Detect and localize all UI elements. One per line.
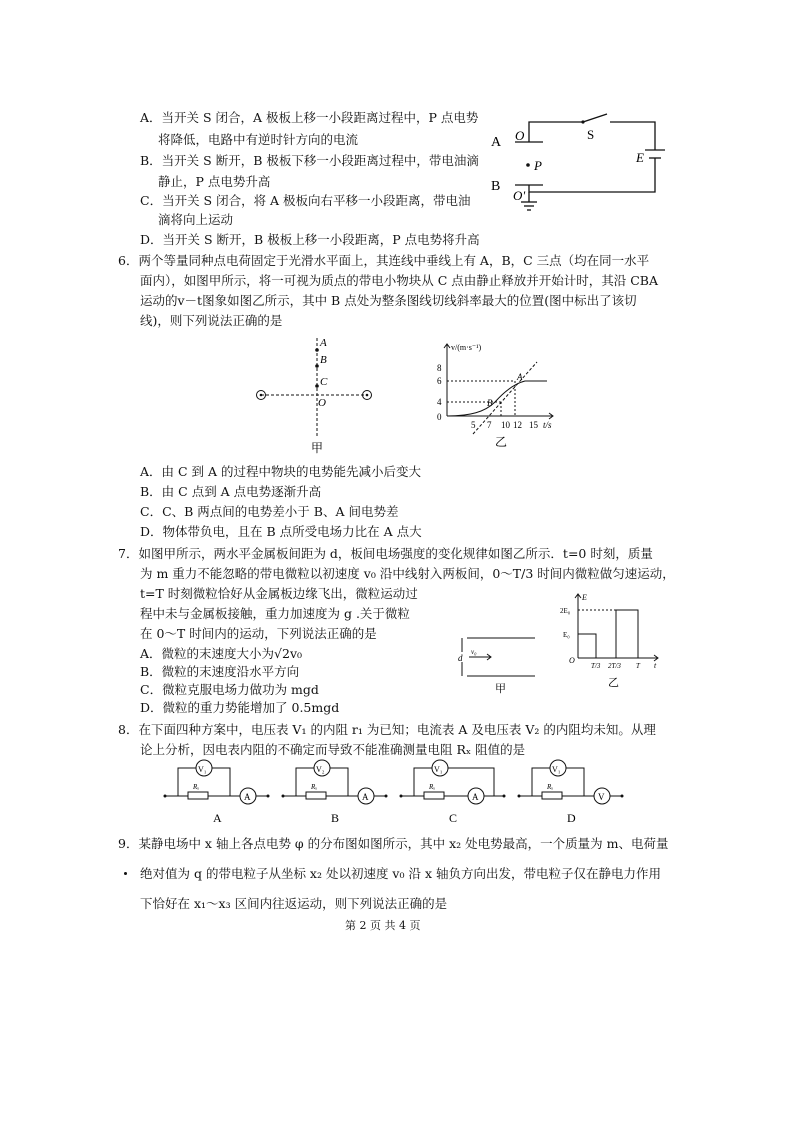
- axis-y-label: v/(m·s⁻¹): [451, 343, 482, 352]
- curve-point-b: B: [487, 398, 493, 408]
- option-b-label: B: [331, 811, 340, 825]
- tick-t: T: [636, 662, 640, 670]
- label-a: A: [491, 135, 502, 150]
- circuit-a: [164, 760, 270, 825]
- meter-a: A: [472, 792, 479, 802]
- caption-jia: 甲: [311, 441, 324, 455]
- curve-point-a: A: [517, 372, 523, 382]
- option-a-label: A: [213, 811, 222, 825]
- q8-stem-line1: 8．在下面四种方案中，电压表 V₁ 的内阻 r₁ 为已知；电流表 A 及电压表 V₂ 的内阻均未知。从理: [118, 722, 656, 737]
- q6-stem-line2: 面内），如图甲所示，将一可视为质点的带电小物块从 C 点由静止释放并开始计时，其沿 CBA: [140, 273, 659, 288]
- q5-option-c-line1: C．当开关 S 闭合，将 A 极板向右平移一小段距离，带电油: [140, 193, 471, 208]
- point-b-label: B: [320, 354, 327, 366]
- q7-option-a: A．微粒的末速度大小为√2v₀: [140, 646, 303, 661]
- label-e: E: [636, 150, 644, 165]
- point-a-label: A: [320, 337, 327, 349]
- q6-option-a: A．由 C 到 A 的过程中物块的电势能先减小后变大: [140, 464, 422, 479]
- meter-a: A: [244, 792, 251, 802]
- tick-2e0: 2E₀: [560, 607, 571, 615]
- meter-v1: V₁: [552, 765, 561, 774]
- circuit-d: [518, 760, 624, 825]
- axis-e: E: [582, 593, 587, 602]
- ytick-6: 6: [437, 376, 442, 386]
- option-c-label: C: [449, 811, 458, 825]
- label-v0: v₀: [471, 648, 477, 656]
- xtick-15: 15: [529, 420, 538, 430]
- q5-option-c-line2: 滴将向上运动: [158, 212, 234, 227]
- q5-option-a-line1: A．当开关 S 闭合，A 极板上移一小段距离过程中，P 点电势: [140, 110, 479, 125]
- q6-stem-line4: 线)，则下列说法正确的是: [140, 313, 283, 328]
- ytick-4: 4: [437, 397, 442, 407]
- xtick-5: 5: [471, 420, 476, 430]
- circuit-b: [282, 760, 388, 825]
- q6-vt-graph: [425, 338, 575, 450]
- q8-stem-line2: 论上分析，因电表内阻的不确定而导致不能准确测量电阻 Rₓ 阻值的是: [140, 742, 526, 757]
- label-p: P: [534, 158, 542, 173]
- q7-stem-line1: 7．如图甲所示，两水平金属板间距为 d，板间电场强度的变化规律如图乙所示．t=0 时刻，质量: [118, 546, 653, 561]
- resistor-rx: Rₓ: [193, 783, 200, 791]
- q5-option-a-line2: 将降低，电路中有逆时针方向的电流: [158, 132, 359, 147]
- xtick-7: 7: [487, 420, 492, 430]
- q6-figure-jia: [245, 330, 385, 455]
- meter-v: V: [598, 792, 605, 802]
- resistor-rx: Rₓ: [429, 783, 436, 791]
- q7-stem-line2: 为 m 重力不能忽略的带电微粒以初速度 v₀ 沿中线射入两板间，0～T/3 时间内微粒做匀速运动，: [140, 566, 675, 581]
- label-o: O: [515, 128, 525, 143]
- label-d: d: [458, 653, 463, 663]
- q8-circuits: [160, 758, 630, 828]
- switch-s: [583, 114, 607, 122]
- resistor-rx: Rₓ: [311, 783, 318, 791]
- axis-x-label: t/s: [543, 420, 552, 430]
- q5-option-d: D．当开关 S 断开，B 极板上移一小段距离，P 点电势将升高: [140, 232, 480, 247]
- caption-yi: 乙: [608, 677, 619, 689]
- origin-o: O: [569, 656, 575, 665]
- axis-t: t: [654, 661, 657, 670]
- ytick-0: 0: [437, 412, 442, 422]
- stray-mark: [124, 872, 127, 875]
- caption-yi: 乙: [495, 435, 508, 449]
- q7-option-b: B．微粒的末速度沿水平方向: [140, 664, 300, 679]
- circuit-c: [400, 760, 506, 825]
- q7-stem-line3: t=T 时刻微粒恰好从金属板边缘飞出，微粒运动过: [140, 586, 418, 601]
- caption-jia: 甲: [495, 683, 506, 695]
- q7-plates-figure: [455, 630, 545, 710]
- q6-option-b: B．由 C 点到 A 点电势逐渐升高: [140, 484, 322, 499]
- q7-stem-line4: 程中未与金属板接触，重力加速度为 g .关于微粒: [140, 606, 410, 621]
- label-b: B: [491, 179, 501, 194]
- q9-stem-line3: 下恰好在 x₁～x₃ 区间内往返运动，则下列说法正确的是: [140, 896, 448, 911]
- label-o-prime: O': [513, 188, 526, 203]
- meter-v2: V₂: [316, 765, 325, 774]
- tick-2t3: 2T/3: [608, 662, 621, 670]
- q9-stem-line1: 9．某静电场中 x 轴上各点电势 φ 的分布图如图所示，其中 x₂ 处电势最高，一个质量为 m、电荷量: [118, 836, 669, 851]
- resistor-rx: Rₓ: [547, 783, 554, 791]
- meter-v1: V₁: [434, 765, 443, 774]
- label-s: S: [587, 127, 595, 142]
- meter-a: A: [362, 792, 369, 802]
- vt-curve: [447, 381, 547, 416]
- q6-stem-line3: 运动的v－t图象如图乙所示，其中 B 点处为整条图线切线斜率最大的位置(图中标出了该切: [140, 293, 637, 308]
- point-c-label: C: [320, 376, 328, 388]
- xtick-12: 12: [513, 420, 522, 430]
- q7-option-c: C．微粒克服电场力做功为 mgd: [140, 682, 319, 697]
- q5-option-b-line2: 静止，P 点电势升高: [158, 174, 271, 189]
- xtick-10: 10: [501, 420, 510, 430]
- q6-option-c: C．C、B 两点间的电势差小于 B、A 间电势差: [140, 504, 399, 519]
- ytick-8: 8: [437, 363, 442, 373]
- q7-stem-line5: 在 0～T 时间内的运动，下列说法正确的是: [140, 626, 377, 641]
- q9-stem-line2: 绝对值为 q 的带电粒子从坐标 x₂ 处以初速度 v₀ 沿 x 轴负方向出发，带电粒子仅在静电力作用: [140, 866, 661, 881]
- q5-capacitor-circuit: [485, 110, 675, 220]
- q6-option-d: D．物体带负电，且在 B 点所受电场力比在 A 点大: [140, 524, 422, 539]
- point-o-label: O: [318, 397, 326, 409]
- q7-e-t-graph: [558, 590, 668, 690]
- page-footer: 第 2 页 共 4 页: [345, 919, 421, 932]
- meter-v1: V₁: [198, 765, 207, 774]
- point-p: [526, 163, 530, 167]
- tick-e0: E₀: [563, 631, 570, 639]
- option-d-label: D: [567, 811, 576, 825]
- tick-t3: T/3: [591, 662, 601, 670]
- q7-option-d: D．微粒的重力势能增加了 0.5mgd: [140, 700, 340, 715]
- q5-option-b-line1: B．当开关 S 断开，B 极板下移一小段距离过程中，带电油滴: [140, 153, 479, 168]
- q6-stem-line1: 6．两个等量同种点电荷固定于光滑水平面上，其连线中垂线上有 A，B，C 三点（均在同一水平: [118, 253, 650, 268]
